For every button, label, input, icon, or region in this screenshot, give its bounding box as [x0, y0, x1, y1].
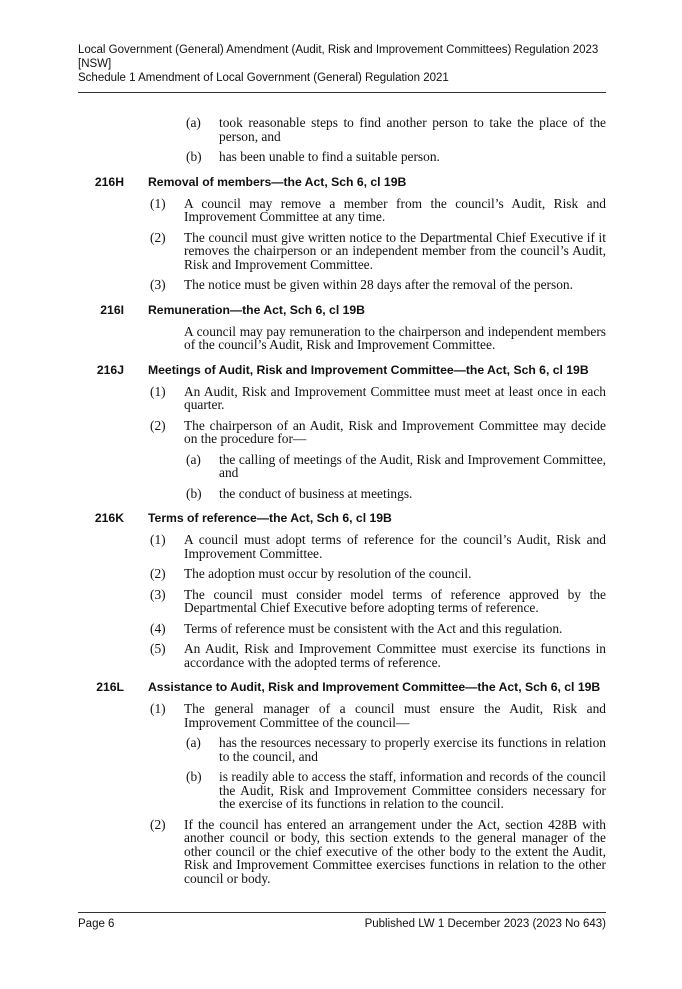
section-heading-216j: [78, 363, 606, 378]
subsection-text: The council must consider model terms of reference approved by the Departmental Chief Executive before adopting terms of reference.: [184, 586, 606, 615]
section-number: 216I: [100, 302, 124, 317]
subsection-text: The council must give written notice to the Departmental Chief Executive if it removes the chairperson or an independent member from the council’s Audit, Risk and Improvement Committee.: [184, 229, 606, 272]
header-schedule: Schedule 1 Amendment of Local Government (General) Regulation 2021: [78, 72, 449, 84]
subsection-number: (1): [150, 383, 166, 399]
subsection-text: The notice must be given within 28 days after the removal of the person.: [184, 277, 573, 292]
section-number: 216K: [94, 511, 124, 525]
page-number: Page 6: [78, 918, 115, 930]
subsection-text: An Audit, Risk and Improvement Committee must exercise its functions in accordance with the adopted terms of reference.: [184, 641, 606, 670]
subsection-text: A council must adopt terms of reference for the council’s Audit, Risk and Improvement Committee.: [184, 532, 606, 561]
subsection-216k-3: [78, 588, 606, 615]
subsection-text: If the council has entered an arrangement under the Act, section 428B with another council or body, this section extends to the general manager of the other council or the chief executive of the other body to the extent the Audit, Risk and Improvement Committee exercises functions in relation to the other council or body.: [184, 816, 606, 886]
section-heading-216k: [78, 511, 606, 526]
section-title: Terms of reference—the Act, Sch 6, cl 19B: [148, 511, 392, 525]
subsection-216h-3: [78, 278, 606, 292]
paragraph-216l-1a: [78, 736, 606, 763]
subsection-216j-1: [78, 385, 606, 412]
subsection-text: The general manager of a council must ensure the Audit, Risk and Improvement Committee of the council—: [184, 701, 606, 730]
paragraph-text: is readily able to access the staff, information and records of the council the Audit, Risk and Improvement Committee considers necessary for the exercise of its functions in relation to the council.: [219, 769, 606, 811]
intro-paragraph-a: [78, 116, 606, 143]
intro-paragraph-b: [78, 150, 606, 164]
subsection-number: (2): [150, 566, 166, 581]
subsection-216k-1: [78, 533, 606, 560]
section-number: 216J: [96, 362, 124, 377]
paragraph-text: the conduct of business at meetings.: [219, 485, 413, 501]
header-regulation-title: Local Government (General) Amendment (Audit, Risk and Improvement Committees) Regulation 2023: [78, 44, 599, 56]
subsection-number: (2): [150, 417, 166, 433]
paragraph-216j-2b: [78, 487, 606, 501]
subsection-216k-5: [78, 642, 606, 669]
subsection-216k-2: [78, 567, 606, 581]
publication-note: Published LW 1 December 2023 (2023 No 643): [364, 918, 606, 930]
subsection-text: An Audit, Risk and Improvement Committee must meet at least once in each quarter.: [184, 383, 606, 412]
header-divider: [78, 92, 606, 93]
section-title: Meetings of Audit, Risk and Improvement Committee—the Act, Sch 6, cl 19B: [148, 362, 589, 377]
paragraph-number: (a): [186, 115, 201, 130]
footer-divider: [78, 912, 606, 913]
subsection-number: (3): [150, 586, 166, 602]
paragraph-number: (a): [186, 735, 201, 750]
paragraph-number: (b): [186, 485, 202, 501]
subsection-text: Terms of reference must be consistent with the Act and this regulation.: [184, 620, 563, 636]
paragraph-text: has been unable to find a suitable person.: [219, 149, 440, 164]
subsection-216l-1: [78, 702, 606, 729]
paragraph-text: has the resources necessary to properly exercise its functions in relation to the council, and: [219, 735, 606, 764]
subsection-number: (4): [150, 620, 166, 636]
paragraph-text: took reasonable steps to find another person to take the place of the person, and: [219, 115, 606, 144]
section-title: Removal of members—the Act, Sch 6, cl 19B: [148, 174, 407, 189]
subsection-216j-2: [78, 419, 606, 446]
subsection-216h-1: [78, 197, 606, 224]
subsection-number: (3): [150, 277, 166, 292]
section-216i-text: A council may pay remuneration to the chairperson and independent members of the council’s Audit, Risk and Improvement Committee.: [184, 323, 606, 352]
header-jurisdiction: [NSW]: [78, 58, 112, 70]
running-header: [78, 43, 608, 85]
section-title: Remuneration—the Act, Sch 6, cl 19B: [148, 302, 365, 317]
subsection-number: (1): [150, 532, 166, 547]
section-heading-216i: [78, 303, 606, 318]
section-title: Assistance to Audit, Risk and Improvement Committee—the Act, Sch 6, cl 19B: [148, 680, 601, 694]
subsection-text: A council may remove a member from the council’s Audit, Risk and Improvement Committee at any time.: [184, 195, 606, 224]
paragraph-number: (a): [186, 451, 201, 467]
subsection-number: (1): [150, 195, 166, 211]
subsection-216h-2: [78, 231, 606, 272]
subsection-number: (5): [150, 641, 166, 656]
paragraph-text: the calling of meetings of the Audit, Risk and Improvement Committee, and: [219, 451, 606, 480]
section-number: 216H: [94, 174, 124, 189]
subsection-number: (1): [150, 701, 166, 716]
subsection-text: The adoption must occur by resolution of the council.: [184, 566, 472, 581]
paragraph-number: (b): [186, 769, 202, 784]
paragraph-number: (b): [186, 149, 202, 164]
paragraph-216j-2a: [78, 453, 606, 480]
subsection-216k-4: [78, 622, 606, 636]
subsection-216l-2: [78, 818, 606, 886]
subsection-text: The chairperson of an Audit, Risk and Improvement Committee may decide on the procedure for—: [184, 417, 606, 446]
subsection-number: (2): [150, 816, 166, 832]
section-heading-216l: [78, 680, 606, 695]
document-body: [78, 116, 606, 892]
section-number: 216L: [96, 680, 124, 694]
subsection-number: (2): [150, 229, 166, 245]
section-heading-216h: [78, 175, 606, 190]
paragraph-216l-1b: [78, 770, 606, 811]
